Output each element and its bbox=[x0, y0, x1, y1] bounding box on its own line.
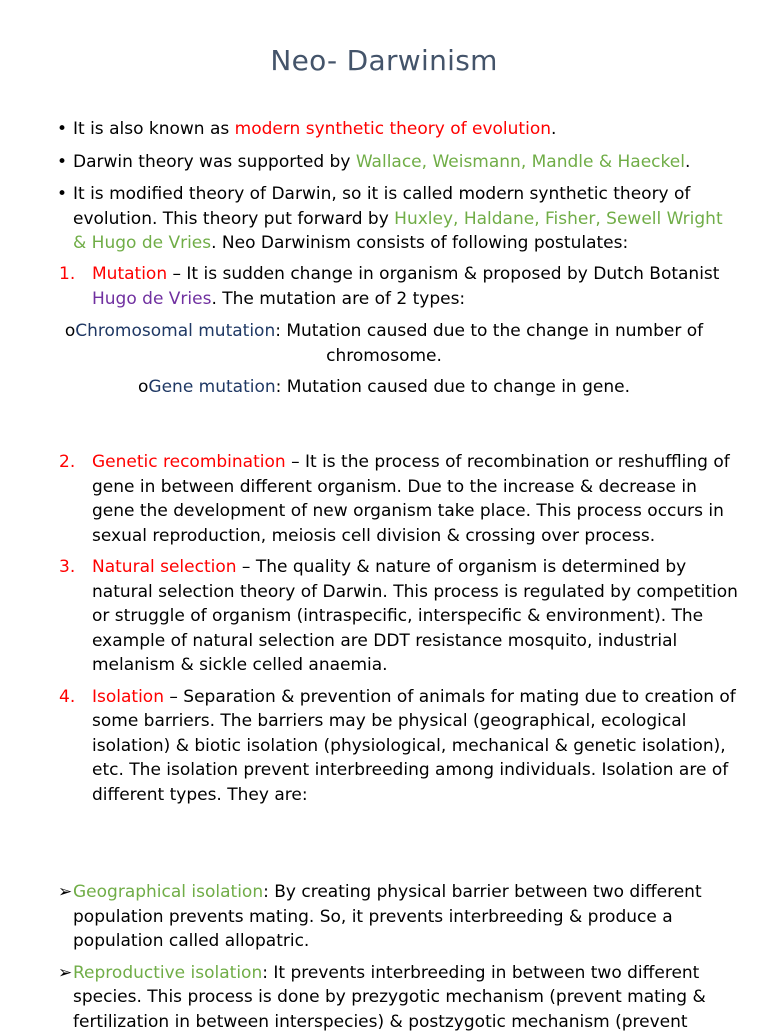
bullet-text: . bbox=[685, 152, 690, 172]
sub-item-term: Gene mutation bbox=[148, 377, 275, 397]
bullet-icon: • bbox=[57, 182, 67, 207]
sub-item-body bbox=[0, 375, 768, 400]
bullet-icon: • bbox=[57, 150, 67, 175]
mutation-type-chromosomal bbox=[0, 319, 768, 368]
bullet-text: It is also known as bbox=[73, 119, 235, 139]
circle-bullet-icon: o bbox=[138, 377, 148, 397]
isolation-type-geographical bbox=[0, 880, 768, 954]
isolation-types-list bbox=[0, 880, 768, 1034]
bullet-text: . bbox=[551, 119, 556, 139]
bullet-item-known-as bbox=[0, 117, 768, 142]
item-number: 4. bbox=[59, 685, 75, 710]
numbered-item-natural-selection bbox=[0, 555, 768, 678]
item-text: . The mutation are of 2 types: bbox=[211, 289, 465, 309]
item-number: 3. bbox=[59, 555, 75, 580]
numbered-item-isolation bbox=[0, 685, 768, 808]
sub-item-term: Chromosomal mutation bbox=[75, 321, 275, 341]
item-number: 1. bbox=[59, 262, 75, 287]
bullet-item-supported-by bbox=[0, 150, 768, 175]
item-term: Mutation bbox=[92, 264, 167, 284]
isolation-text: : It prevents interbreeding in between two different species. This process is done by prezygotic mechanism (prevent mating & fertilization in between interspecies) & postzygotic mechanism (prevent bbox=[73, 963, 706, 1032]
isolation-term: Reproductive isolation bbox=[73, 963, 262, 983]
bullet-text: Darwin theory was supported by bbox=[73, 152, 356, 172]
sub-item-body bbox=[0, 319, 768, 368]
sub-item-text: : Mutation caused due to the change in number of chromosome. bbox=[275, 321, 703, 366]
item-term: Isolation bbox=[92, 687, 164, 707]
item-text: – It is the process of recombination or reshuffling of gene in between different organism. Due to the increase & decrease in gene the development of new organism take place. This process occurs in sexual reproduction, meiosis cell division & crossing over process. bbox=[92, 452, 730, 546]
bullet-text: It is modified theory of Darwin, so it is called modern synthetic theory of evolution. This theory put forward by bbox=[73, 184, 690, 229]
circle-bullet-icon: o bbox=[65, 321, 75, 341]
isolation-text: : By creating physical barrier between two different population prevents mating. So, it prevents interbreeding & produce a population called allopatric. bbox=[73, 882, 702, 951]
item-text: – It is sudden change in organism & proposed by Dutch Botanist bbox=[167, 264, 719, 284]
bullet-list bbox=[0, 117, 768, 256]
numbered-item-mutation bbox=[0, 262, 768, 311]
item-text: – The quality & nature of organism is determined by natural selection theory of Darwin. This process is regulated by competition or struggle of organism (intraspecific, interspecific & environment). The example of natural selection are DDT resistance mosquito, industrial melanism & sickle celled anaemia. bbox=[92, 557, 738, 675]
page-title: Neo- Darwinism bbox=[0, 44, 768, 77]
arrow-bullet-icon: ➢ bbox=[58, 961, 72, 986]
highlight-text: modern synthetic theory of evolution bbox=[235, 119, 551, 139]
isolation-type-reproductive bbox=[0, 961, 768, 1034]
item-term: Genetic recombination bbox=[92, 452, 286, 472]
bullet-text: . Neo Darwinism consists of following postulates: bbox=[211, 233, 628, 253]
item-name: Hugo de Vries bbox=[92, 289, 211, 309]
item-term: Natural selection bbox=[92, 557, 237, 577]
mutation-type-gene bbox=[0, 375, 768, 400]
bullet-item-modified-theory bbox=[0, 182, 768, 256]
bullet-icon: • bbox=[57, 117, 67, 142]
sub-item-text: : Mutation caused due to change in gene. bbox=[276, 377, 630, 397]
item-number: 2. bbox=[59, 450, 75, 475]
highlight-text: Huxley, Haldane, Fisher, Sewell Wright & Hugo de Vries bbox=[73, 209, 723, 254]
highlight-text: Wallace, Weismann, Mandle & Haeckel bbox=[356, 152, 685, 172]
numbered-item-body bbox=[0, 262, 768, 311]
numbered-item-genetic-recombination bbox=[0, 450, 768, 548]
numbered-list bbox=[0, 450, 768, 807]
item-text: – Separation & prevention of animals for mating due to creation of some barriers. The barriers may be physical (geographical, ecological isolation) & biotic isolation (physiological, mechanical & genetic isolation), etc. The isolation prevent interbreeding among individuals. Isolation are of different types. They are: bbox=[92, 687, 736, 805]
isolation-term: Geographical isolation bbox=[73, 882, 263, 902]
arrow-bullet-icon: ➢ bbox=[58, 880, 72, 905]
